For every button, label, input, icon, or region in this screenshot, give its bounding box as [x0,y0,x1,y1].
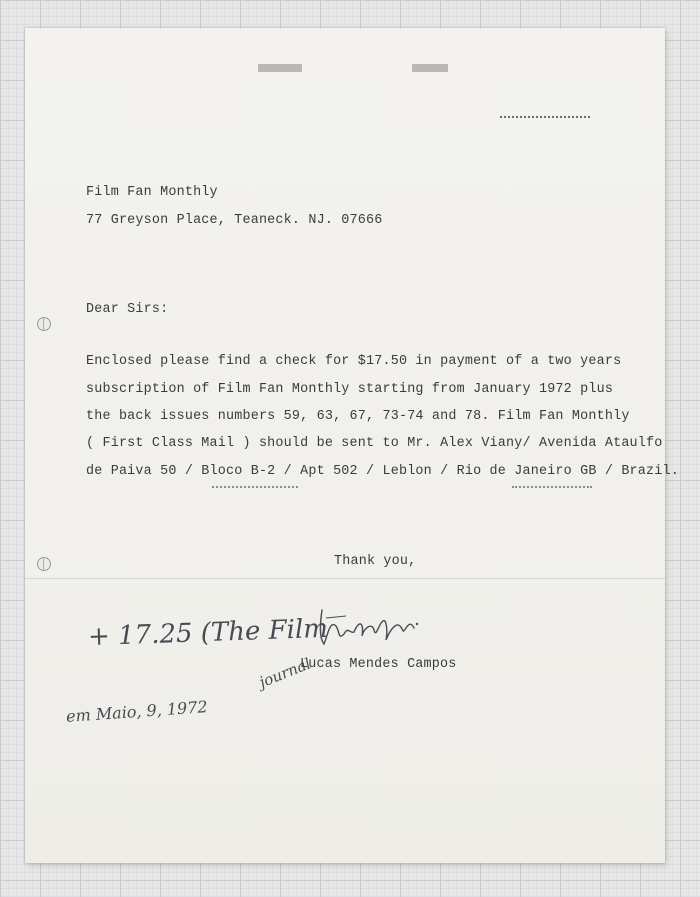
paper-fold-line [25,578,665,579]
handwritten-journal-word: journal [256,654,314,692]
top-right-dots [500,116,590,118]
struck-dashes-right [512,486,592,490]
signer-name: Lucas Mendes Campos [300,657,457,672]
paper-clip-mark-left [258,64,302,72]
closing: Thank you, [334,554,417,569]
recipient-address: 77 Greyson Place, Teaneck. NJ. 07666 [86,213,383,228]
handwritten-date-note: em Maio, 9, 1972 [65,697,209,726]
punch-hole-upper [37,317,51,331]
body-line-1: Enclosed please find a check for $17.50 in payment of a two years [86,354,622,369]
body-line-2: subscription of Film Fan Monthly starting from January 1972 plus [86,382,614,397]
punch-hole-lower [37,557,51,571]
signature-icon [316,604,420,650]
handwritten-amount-note: + 17.25 (The Film [87,613,329,653]
body-line-4: ( First Class Mail ) should be sent to Mr. Alex Viany/ Avenida Ataulfo [86,436,663,451]
paper-clip-mark-right [412,64,448,72]
struck-dashes-left [212,486,298,490]
body-line-3: the back issues numbers 59, 63, 67, 73-74 and 78. Film Fan Monthly [86,409,630,424]
salutation: Dear Sirs: [86,302,169,317]
body-line-5: de Paiva 50 / Bloco B-2 / Apt 502 / Leblon / Rio de Janeiro GB / Brazil. [86,464,679,479]
recipient-name: Film Fan Monthly [86,185,218,200]
